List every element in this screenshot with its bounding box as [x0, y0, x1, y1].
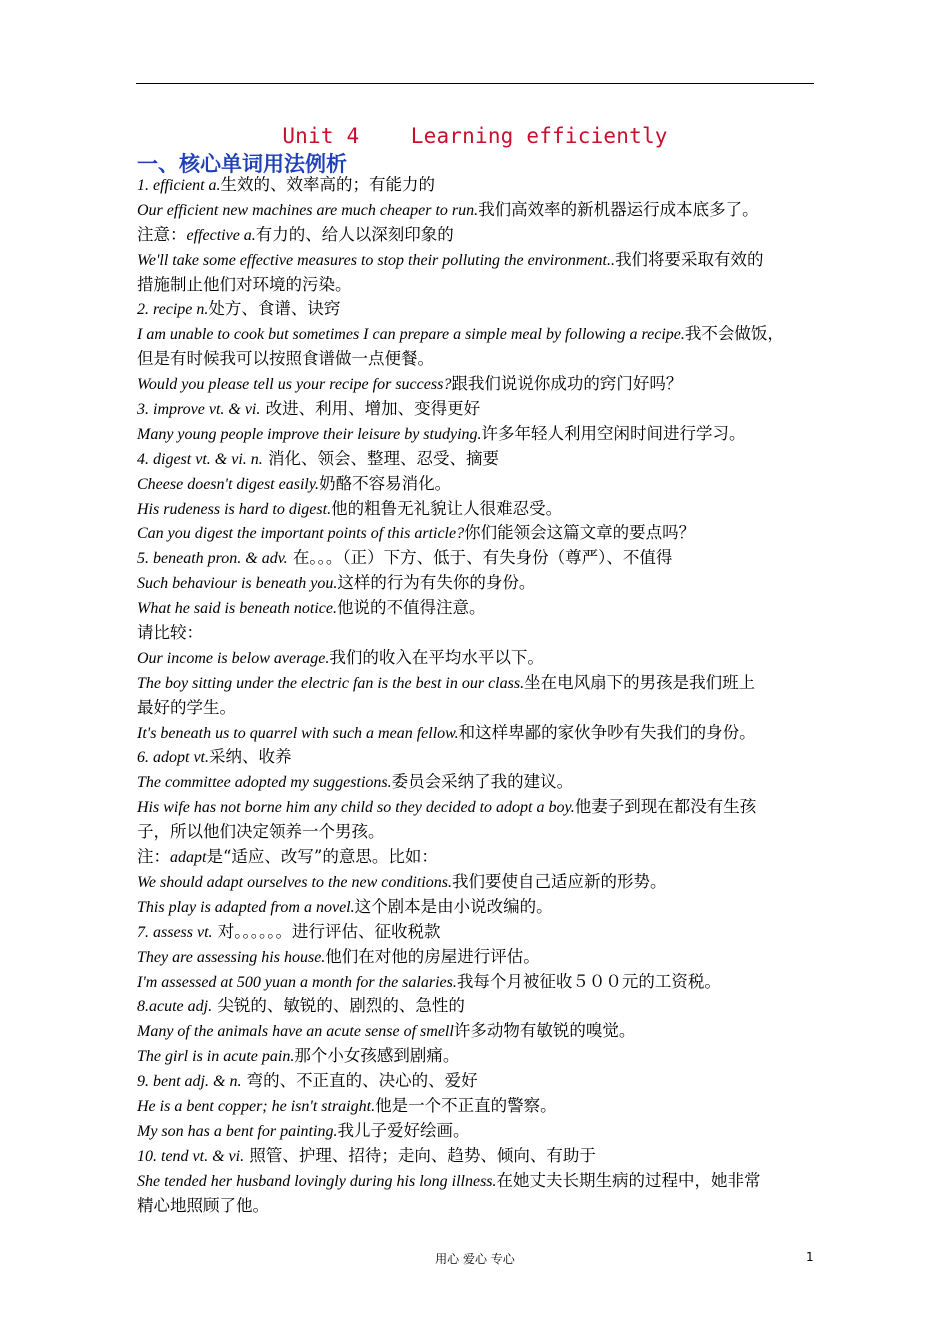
text-line — [137, 1094, 817, 1119]
text-line — [137, 621, 817, 646]
english-text: His rudeness is hard to digest. — [137, 500, 332, 518]
text-line — [137, 870, 817, 895]
english-text: 1. efficient a. — [137, 177, 221, 194]
text-line — [137, 671, 817, 696]
chinese-text: 有力的、给人以深刻印象的 — [255, 224, 454, 244]
header-rule — [136, 83, 814, 84]
chinese-text: 你们能领会这篇文章的要点吗？ — [464, 523, 696, 543]
chinese-text: 消化、领会、整理、忍受、摘要 — [262, 448, 500, 468]
english-text: She tended her husband lovingly during his long illness. — [137, 1172, 497, 1190]
chinese-text: 那个小女孩感到剧痛。 — [294, 1046, 460, 1066]
english-text: 10. tend vt. & vi. — [137, 1147, 245, 1165]
text-line — [137, 1144, 817, 1169]
english-text: 5. beneath pron. & adv. — [137, 550, 288, 568]
english-text: I'm assessed at 500 yuan a month for the salaries. — [137, 973, 457, 991]
chinese-text: 这样的行为有失你的身份。 — [337, 573, 536, 593]
chinese-text: 请比较： — [137, 623, 203, 643]
english-text: Cheese doesn't digest easily. — [137, 475, 320, 493]
english-text: His wife has not borne him any child so they decided to adopt a boy. — [137, 799, 575, 817]
english-text: My son has a bent for painting. — [137, 1122, 338, 1140]
chinese-text: 照管、护理、招待；走向、趋势、倾向、有助于 — [244, 1145, 596, 1165]
chinese-text: 委员会采纳了我的建议。 — [391, 772, 574, 792]
chinese-text: 是“适应、改写”的意思。比如： — [206, 847, 438, 867]
chinese-text: 最好的学生。 — [137, 697, 236, 717]
english-text: He is a bent copper; he isn't straight. — [137, 1097, 376, 1115]
chinese-text: 精心地照顾了他。 — [137, 1195, 269, 1215]
text-line — [137, 273, 817, 298]
chinese-text: 措施制止他们对环境的污染。 — [137, 274, 352, 294]
chinese-text: 许多年轻人利用空闲时间进行学习。 — [481, 423, 746, 443]
text-line — [137, 994, 817, 1019]
text-line — [137, 347, 817, 372]
text-line — [137, 845, 817, 870]
english-text: The committee adopted my suggestions. — [137, 774, 392, 792]
text-line — [137, 497, 817, 522]
chinese-text: 奶酪不容易消化。 — [319, 473, 452, 493]
text-line — [137, 248, 817, 273]
content-body — [137, 173, 817, 1218]
chinese-text: 在她丈夫长期生病的过程中，她非常 — [496, 1170, 761, 1190]
text-line — [137, 223, 817, 248]
chinese-text: 他是一个不正直的警察。 — [375, 1095, 557, 1115]
chinese-text: 他的粗鲁无礼貌让人很难忍受。 — [331, 498, 563, 518]
text-line — [137, 546, 817, 571]
chinese-text: 我每个月被征收５００元的工资税。 — [456, 971, 721, 991]
chinese-text: 处方、食谱、诀窍 — [208, 299, 341, 319]
chinese-text: 他们在对他的房屋进行评估。 — [325, 946, 540, 966]
page-number: 1 — [806, 1250, 814, 1264]
text-line — [137, 945, 817, 970]
english-text: 8.acute adj. — [137, 998, 213, 1016]
chinese-text: 对。。。。。。进行评估、征收税款 — [212, 921, 441, 941]
text-line — [137, 297, 817, 322]
english-text: We'll take some effective measures to stop their polluting the environment.. — [137, 251, 615, 269]
chinese-text: 坐在电风扇下的男孩是我们班上 — [524, 672, 756, 692]
english-text: Our income is below average. — [137, 649, 330, 667]
chinese-text: 注： — [137, 847, 170, 867]
footer-text: 用心 爱心 专心 — [435, 1252, 515, 1266]
text-line — [137, 721, 817, 746]
text-line — [137, 745, 817, 770]
text-line — [137, 173, 817, 198]
text-line — [137, 1194, 817, 1219]
text-line — [137, 646, 817, 671]
chinese-text: 和这样卑鄙的家伙争吵有失我们的身份。 — [458, 722, 756, 742]
english-text: adapt — [170, 849, 207, 867]
chinese-text: 这个剧本是由小说改编的。 — [354, 896, 553, 916]
chinese-text: 改进、利用、增加、变得更好 — [260, 399, 481, 419]
chinese-text: 我儿子爱好绘画。 — [337, 1120, 470, 1140]
english-text: Would you please tell us your recipe for success? — [137, 376, 452, 394]
english-text: 9. bent adj. & n. — [137, 1073, 242, 1091]
chinese-text: 我们将要采取有效的 — [614, 249, 764, 269]
chinese-text: 他说的不值得注意。 — [336, 598, 486, 618]
english-text: Such behaviour is beneath you. — [137, 575, 338, 593]
english-text: Our efficient new machines are much cheaper to run. — [137, 201, 479, 219]
english-text: I am unable to cook but sometimes I can prepare a simple meal by following a recipe. — [137, 326, 685, 344]
english-text: The girl is in acute pain. — [137, 1048, 295, 1066]
chinese-text: 我们的收入在平均水平以下。 — [329, 647, 544, 667]
section-heading: 一、核心单词用法例析 — [137, 152, 347, 176]
english-text: 4. digest vt. & vi. n. — [137, 450, 263, 468]
english-text: 7. assess vt. — [137, 923, 213, 941]
text-line — [137, 920, 817, 945]
text-line — [137, 1119, 817, 1144]
chinese-text: 跟我们说说你成功的窍门好吗？ — [451, 374, 683, 394]
text-line — [137, 1019, 817, 1044]
text-line — [137, 1169, 817, 1194]
text-line — [137, 596, 817, 621]
text-line — [137, 472, 817, 497]
text-line — [137, 521, 817, 546]
english-text: Many young people improve their leisure by studying. — [137, 425, 482, 443]
text-line — [137, 795, 817, 820]
chinese-text: 生效的、效率高的；有能力的 — [220, 175, 436, 194]
english-text: They are assessing his house. — [137, 948, 326, 966]
chinese-text: 我不会做饭， — [684, 324, 784, 344]
text-line — [137, 895, 817, 920]
text-line — [137, 447, 817, 472]
text-line — [137, 820, 817, 845]
text-line — [137, 1044, 817, 1069]
english-text: It's beneath us to quarrel with such a mean fellow. — [137, 724, 459, 742]
chinese-text: 尖锐的、敏锐的、剧烈的、急性的 — [212, 996, 465, 1016]
text-line — [137, 696, 817, 721]
english-text: 6. adopt vt. — [137, 749, 209, 767]
english-text: What he said is beneath notice. — [137, 600, 337, 618]
page-title: Unit 4 Learning efficiently — [282, 124, 668, 148]
english-text: This play is adapted from a novel. — [137, 898, 355, 916]
chinese-text: 我们要使自己适应新的形势。 — [451, 871, 667, 891]
english-text: 3. improve vt. & vi. — [137, 401, 261, 419]
english-text: 2. recipe n. — [137, 301, 209, 319]
chinese-text: 弯的、不正直的、决心的、爱好 — [241, 1071, 478, 1091]
text-line — [137, 322, 817, 347]
chinese-text: 子，所以他们决定领养一个男孩。 — [137, 822, 385, 842]
chinese-text: 但是有时候我可以按照食谱做一点便餐。 — [137, 349, 434, 369]
chinese-text: 在。。。（正）下方、低于、有失身份（尊严）、不值得 — [287, 548, 673, 568]
english-text: The boy sitting under the electric fan is the best in our class. — [137, 674, 525, 692]
text-line — [137, 397, 817, 422]
text-line — [137, 198, 817, 223]
chinese-text: 我们高效率的新机器运行成本底多了。 — [478, 199, 759, 219]
chinese-text: 许多动物有敏锐的嗅觉。 — [453, 1021, 636, 1041]
text-line — [137, 770, 817, 795]
chinese-text: 注意： — [137, 224, 187, 244]
english-text: Many of the animals have an acute sense of smell — [137, 1023, 454, 1041]
text-line — [137, 970, 817, 995]
chinese-text: 他妻子到现在都没有生孩 — [574, 797, 757, 817]
english-text: Can you digest the important points of this article? — [137, 525, 465, 543]
english-text: We should adapt ourselves to the new conditions. — [137, 873, 452, 891]
text-line — [137, 372, 817, 397]
chinese-text: 采纳、收养 — [209, 747, 292, 767]
text-line — [137, 571, 817, 596]
english-text: effective a. — [186, 226, 256, 244]
text-line — [137, 1069, 817, 1094]
text-line — [137, 422, 817, 447]
